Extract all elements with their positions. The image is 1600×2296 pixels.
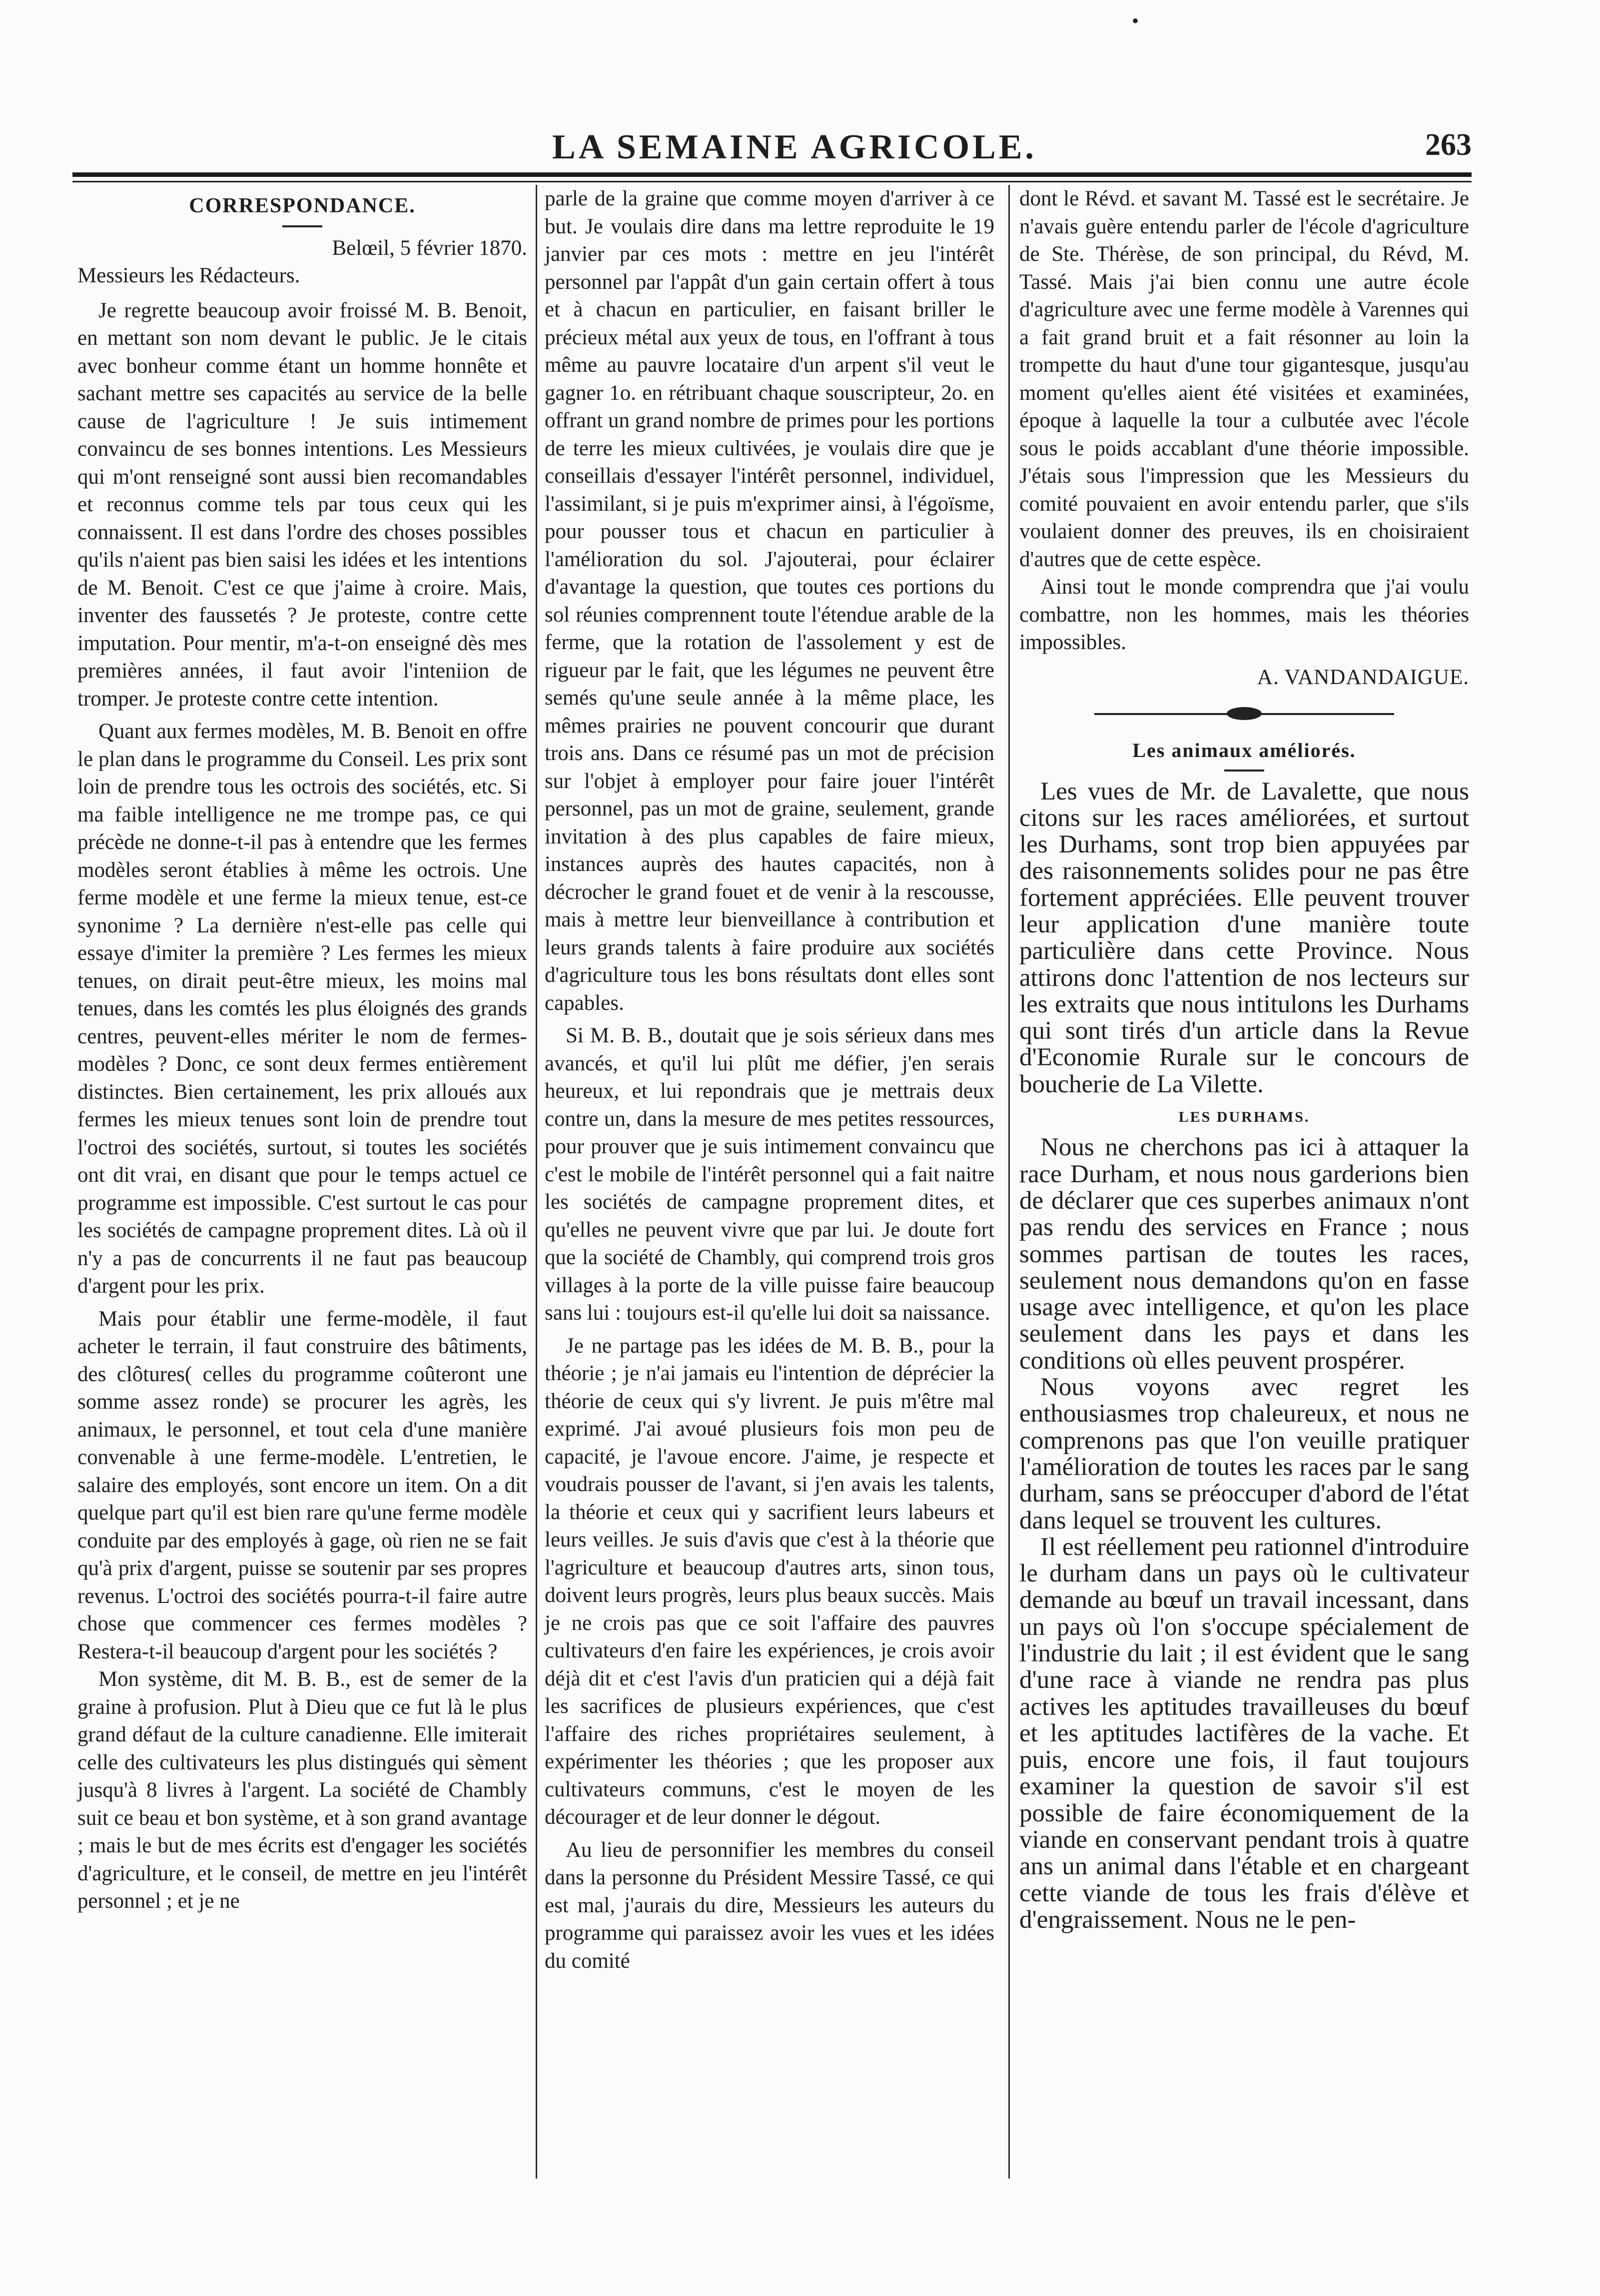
page-header (72, 117, 1472, 172)
column-3 (1019, 185, 1469, 1933)
paragraph: Il est réellement peu rationnel d'introduire le durham dans un pays où le cultivateur demande au bœuf un travail incessant, dans un pays où l'on s'occupe spécialement de l'industrie du lait ; il est évident que le sang d'une race à viande ne rendra pas plus actives les aptitudes travailleuses du bœuf et les aptitudes lactifères de la vache. Et puis, encore une fois, il faut toujours examiner la question de savoir s'il est possible de faire économiquement de la viande en conservant pendant trois à quatre ans un animal dans l'étable et en chargeant cette viande de tous les frais d'élève et d'engraissement. Nous ne le pen- (1019, 1532, 1469, 1934)
paragraph: dont le Révd. et savant M. Tassé est le secrétaire. Je n'avais guère entendu parler de l'école d'agriculture de Ste. Thérèse, de son principal, du Révd, M. Tassé. Mais j'ai bien connu une autre école d'agriculture avec une ferme modèle à Varennes qui a fait grand bruit et a fait résonner au loin la trompette du haut d'une tour gigantesque, jusqu'au moment qu'elles aient été visitées et examinées, époque à laquelle la tour a culbutée avec l'école sous le poids accablant d'une théorie impossible. J'étais sous l'impression que les Messieurs du comité pouvaient en avoir entendu parler, que s'ils voulaient donner des preuves, ils en choisiraient d'autres que de cette espèce. (1019, 187, 1469, 571)
section-title-correspondance: CORRESPONDANCE. (189, 194, 416, 217)
paragraph: Si M. B. B., doutait que je sois sérieux dans mes avancés, et qu'il lui plût me défier, j'en serais heureux, et lui repondrais que je mettrais deux contre un, dans la mesure de mes petites ressources, pour prouver que je suis intimement convaincu que c'est le mobile de l'intérêt personnel qui a fait naitre les sociétés de campagne proprement dites, et qu'elles ne peuvent vivre que par lui. Je doute fort que la société de Chambly, qui comprend trois gros villages à la porte de la ville puisse faire beaucoup sans lui : toujours est-il qu'elle lui doit sa naissance. (545, 1024, 994, 1325)
title-dash (1224, 769, 1264, 771)
column-divider (1008, 185, 1010, 2179)
paragraph: Mais pour établir une ferme-modèle, il faut acheter le terrain, il faut construire des bâtiments, des clôtures( celles du programme coûteront une somme assez ronde) se procurer les agrès, les animaux, le personnel, et tout cela d'une manière convenable à une ferme-modèle. L'entretien, le salaire des employés, sont encore un item. On a dit quelque part qu'il est bien rare qu'une ferme modèle conduite par des employés à gage, où rien ne se fait qu'à prix d'argent, puisse se soutenir par ses propres revenus. L'octroi des sociétés pourra-t-il faire autre chose que commencer ces fermes modèles ? Restera-t-il beaucoup d'argent pour les sociétés ? (77, 1307, 527, 1663)
print-mark: • (1132, 9, 1139, 32)
paragraph: Au lieu de personnifier les membres du conseil dans la personne du Président Messire Tassé, ce qui est mal, j'aurais du dire, Messieurs les auteurs du programme qui paraissez avoir les vues et les idées du comité (545, 1838, 994, 1973)
column-divider (536, 185, 537, 2179)
section-ornament (1019, 699, 1469, 729)
column-2 (545, 185, 994, 1975)
paragraph: Nous voyons avec regret les enthousiasmes trop chaleureux, et nous ne comprenons pas que l'on veuille pratiquer l'amélioration de toutes les races par le sang durham, sans se préoccuper d'abord de l'état dans lequel se trouvent les cultures. (1019, 1373, 1469, 1534)
paragraph: Nous ne cherchons pas ici à attaquer la race Durham, et nous nous garderions bien de déclarer que ces superbes animaux n'ont pas rendu des services en France ; nous sommes partisan de toutes les races, seulement nous demandons qu'on en fasse usage avec intelligence, et qu'on les place seulement dans les pays et dans les conditions où elles peuvent prospérer. (1019, 1133, 1469, 1375)
dateline: Belœil, 5 février 1870. (332, 236, 527, 260)
paragraph: Je ne partage pas les idées de M. B. B., pour la théorie ; je n'ai jamais eu l'intention de déprécier la théorie de ceux qui s'y livrent. Je puis m'être mal exprimé. J'ai avoué plusieurs fois mon peu de capacité, je l'avoue encore. J'aime, je respecte et voudrais pousser de l'avant, si j'en avais les talents, la théorie et ceux qui y sacrifient leurs labeurs et leurs veilles. Je suis d'avis que c'est à la théorie que l'agriculture et beaucoup d'autres arts, sinon tous, doivent leurs progrès, leurs plus beaux succès. Mais je ne crois pas que ce soit l'affaire des pauvres cultivateurs d'en faire les expériences, je crois avoir déjà dit et c'est l'avis d'un praticien qui a déjà fait les sacrifices de plusieurs expériences, que c'est l'affaire des riches propriétaires seulement, à expérimenter les théories ; que les proposer aux cultivateurs communs, c'est le moyen de les décourager et de leur donner le dégout. (545, 1334, 994, 1829)
subheading-durhams: LES DURHAMS. (1178, 1109, 1310, 1126)
paragraph: Je regrette beaucoup avoir froissé M. B. Benoit, en mettant son nom devant le public. Je le citais avec bonheur comme étant un homme honnête et sachant mettre ses capacités au service de la belle cause de l'agriculture ! Je suis intimement convaincu de ses bonnes intentions. Les Messieurs qui m'ont renseigné sont aussi bien recomandables et reconnus comme tels par tous ceux qui les connaissent. Il est dans l'ordre des choses possibles qu'ils n'aient pas bien saisi les idées et les intentions de M. Benoit. C'est ce que j'aime à croire. Mais, inventer des faussetés ? Je proteste, contre cette imputation. Pour mentir, m'a-t-on enseigné dès mes premières années, il faut avoir l'inteniion de tromper. Je proteste contre cette intention. (77, 298, 527, 711)
title-dash (282, 225, 322, 227)
paragraph: Ainsi tout le monde comprendra que j'ai voulu combattre, non les hommes, mais les théories impossibles. (1019, 575, 1469, 654)
paragraph: parle de la graine que comme moyen d'arriver à ce but. Je voulais dire dans ma lettre reproduite le 19 janvier par ces mots : mettre en jeu l'intérêt personnel par l'appât d'un gain certain offert à tous et à chacun en particulier, en faisant briller le précieux métal aux yeux de tous, en l'offrant à tous même au pauvre locataire d'un arpent s'il veut le gagner 1o. en rétribuant chaque souscripteur, 2o. en offrant un grand nombre de primes pour les portions de terre les mieux cultivées, je voulais dire que je conseillais d'essayer l'intérêt personnel, individuel, l'assimilant, si je puis m'exprimer ainsi, à l'égoïsme, pour pousser tous et chacun en particulier à l'amélioration du sol. J'ajouterai, pour éclairer d'avantage la question, que toutes ces portions du sol réunies comprennent toute l'étendue arable de la ferme, que la rotation de l'assolement y est de rigueur par le fait, que les légumes ne peuvent être semés qu'une seule année à la même place, les mêmes prairies ne pouvent concourir que durant trois ans. Dans ce résumé pas un mot de précision sur l'objet à employer pour faire jouer l'intérêt personnel, pas un mot de graine, seulement, grande invitation à des plus capables de faire mieux, instances auprès des hautes capacités, non à décrocher le grand fouet et de venir à la rescousse, mais à mettre leur bienveillance à contribution et leurs grands talents à faire produire aux sociétés d'agriculture tous les bons résultats dont elles sont capables. (545, 187, 994, 1015)
header-rule-thin (72, 181, 1472, 182)
journal-title: LA SEMAINE AGRICOLE. (552, 128, 1037, 166)
header-rule (72, 172, 1472, 177)
article-body (1019, 778, 1469, 1934)
page-number: 263 (1425, 128, 1472, 162)
section-title-animaux: Les animaux améliorés. (1132, 739, 1356, 762)
paragraph: Quant aux fermes modèles, M. B. Benoit en offre le plan dans le programme du Conseil. Les prix sont loin de prendre tous les octrois des sociétés, etc. Si ma faible intelligence ne me trompe pas, ce qui précède ne donne-t-il pas à entendre que les fermes modèles seront établies à même les octrois. Une ferme modèle et une ferme la mieux tenue, est-ce synonime ? La dernière n'est-elle pas celle qui essaye d'imiter la première ? Les fermes les mieux tenues, on dirait peut-être mieux, les moins mal tenues, dans les comtés les plus éloignés des grands centres, peuvent-elles mériter le nom de fermes-modèles ? Donc, ce sont deux fermes entièrement distinctes. Bien certainement, les prix alloués aux fermes les mieux tenues sont loin de prendre tout l'octroi des sociétés, surtout, si toutes les sociétés ont dit vrai, en disant que pour le temps actuel ce programme est impossible. C'est surtout le cas pour les sociétés de campagne proprement dites. Là où il n'y a pas de concurrents il ne faut pas beaucoup d'argent pour les prix. (77, 720, 527, 1298)
column-1 (77, 185, 527, 1915)
signature: A. VANDANDAIGUE. (1257, 665, 1469, 689)
salutation: Messieurs les Rédacteurs. (77, 264, 300, 287)
article-intro: Les vues de Mr. de Lavalette, que nous citons sur les races améliorées, et surtout les Durhams, sont trop bien appuyées par des raisonnements solides pour ne pas être fortement appréciées. Elle peuvent trouver leur application d'une manière toute particulière dans cette Province. Nous attirons donc l'attention de nos lecteurs sur les extraits que nous intitulons les Durhams qui sont tirés d'un article dans la Revue d'Economie Rurale sur le concours de boucherie de La Vilette. (1019, 777, 1469, 1098)
paragraph: Mon système, dit M. B. B., est de semer de la graine à profusion. Plut à Dieu que ce fut là le plus grand défaut de la culture canadienne. Elle imiterait celle des cultivateurs les plus distingués qui sèment jusqu'à 8 livres à l'argent. La société de Chambly suit ce beau et bon système, et à son grand avantage ; mais le but de mes écrits est d'engager les sociétés d'agriculture, et le conseil, de mettre en jeu l'intérêt personnel ; et je ne (77, 1667, 527, 1913)
